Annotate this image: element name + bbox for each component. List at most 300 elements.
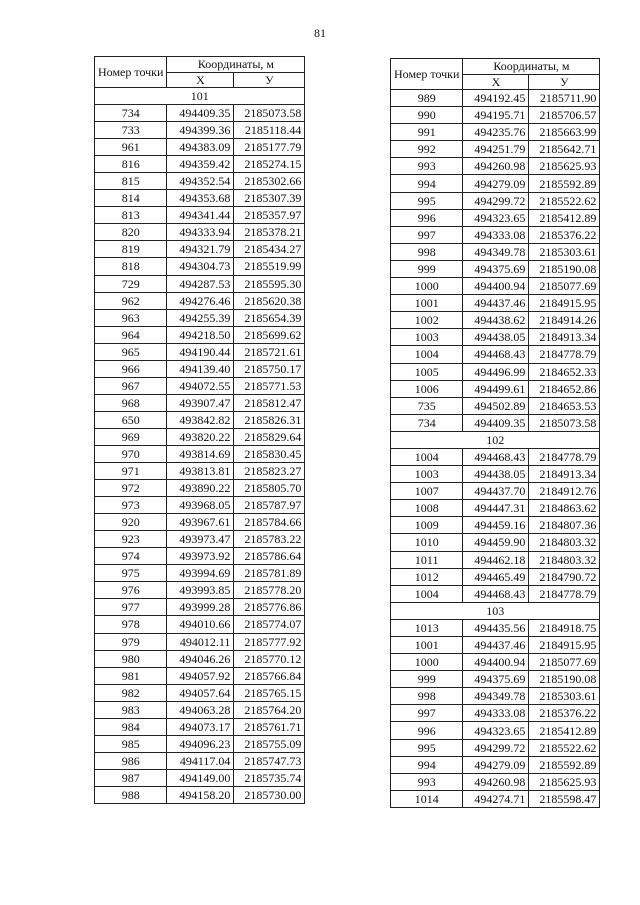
point-number-cell: 1012 — [391, 568, 463, 585]
table-row — [391, 448, 600, 465]
point-number-cell: 983 — [95, 701, 167, 718]
point-number-cell: 962 — [95, 292, 167, 309]
y-coordinate-cell: 2184914.26 — [529, 312, 600, 329]
table-row — [391, 551, 600, 568]
table-row — [391, 363, 600, 380]
table-row — [95, 309, 305, 326]
y-coordinate-cell: 2184807.36 — [529, 517, 600, 534]
x-coordinate-cell: 494383.09 — [167, 139, 234, 156]
y-coordinate-cell: 2185412.89 — [529, 209, 600, 226]
x-coordinate-cell: 493993.85 — [167, 582, 234, 599]
table-row — [391, 192, 600, 209]
x-coordinate-cell: 494459.16 — [463, 517, 529, 534]
x-coordinate-cell: 494341.44 — [167, 207, 234, 224]
point-number-cell: 1008 — [391, 500, 463, 517]
y-coordinate-cell: 2185522.62 — [529, 739, 600, 756]
table-row — [95, 480, 305, 497]
x-coordinate-cell: 494323.65 — [463, 209, 529, 226]
section-label: 103 — [391, 602, 600, 619]
y-coordinate-cell: 2185771.53 — [234, 377, 305, 394]
point-number-cell: 820 — [95, 224, 167, 241]
y-coordinate-cell: 2185784.66 — [234, 514, 305, 531]
table-row — [391, 243, 600, 260]
point-number-cell: 971 — [95, 463, 167, 480]
x-coordinate-cell: 494299.72 — [463, 192, 529, 209]
x-coordinate-cell: 494409.35 — [463, 414, 529, 431]
x-coordinate-cell: 494499.61 — [463, 380, 529, 397]
table-row — [391, 688, 600, 705]
x-coordinate-cell: 494437.46 — [463, 637, 529, 654]
point-number-cell: 815 — [95, 173, 167, 190]
point-number-cell: 978 — [95, 616, 167, 633]
table-row — [95, 616, 305, 633]
x-coordinate-cell: 494274.71 — [463, 790, 529, 807]
x-coordinate-cell: 494287.53 — [167, 275, 234, 292]
y-coordinate-cell: 2185783.22 — [234, 531, 305, 548]
table-row — [391, 295, 600, 312]
table-row — [95, 122, 305, 139]
table-row — [391, 107, 600, 124]
x-coordinate-cell: 494323.65 — [463, 722, 529, 739]
y-coordinate-cell: 2185625.93 — [529, 773, 600, 790]
point-number-cell: 982 — [95, 684, 167, 701]
header-point-number: Номер точки — [95, 57, 167, 88]
point-number-cell: 986 — [95, 752, 167, 769]
y-coordinate-cell: 2185519.99 — [234, 258, 305, 275]
y-coordinate-cell: 2184652.86 — [529, 380, 600, 397]
point-number-cell: 996 — [391, 209, 463, 226]
header-coordinates: Координаты, м — [167, 57, 305, 73]
y-coordinate-cell: 2184803.32 — [529, 534, 600, 551]
y-coordinate-cell: 2185786.64 — [234, 548, 305, 565]
point-number-cell: 997 — [391, 226, 463, 243]
y-coordinate-cell: 2185829.64 — [234, 428, 305, 445]
table-row — [95, 343, 305, 360]
point-number-cell: 984 — [95, 718, 167, 735]
x-coordinate-cell: 494260.98 — [463, 773, 529, 790]
page-number: 81 — [314, 26, 326, 40]
x-coordinate-cell: 493967.61 — [167, 514, 234, 531]
table-row — [95, 190, 305, 207]
table-row — [391, 568, 600, 585]
point-number-cell: 999 — [391, 260, 463, 277]
table-row — [391, 705, 600, 722]
table-row — [95, 752, 305, 769]
table-row — [391, 671, 600, 688]
y-coordinate-cell: 2185077.69 — [529, 278, 600, 295]
x-coordinate-cell: 493968.05 — [167, 497, 234, 514]
y-coordinate-cell: 2185730.00 — [234, 786, 305, 803]
table-row — [391, 380, 600, 397]
x-coordinate-cell: 494299.72 — [463, 739, 529, 756]
y-coordinate-cell: 2184778.79 — [529, 346, 600, 363]
table-row — [95, 156, 305, 173]
x-coordinate-cell: 494400.94 — [463, 654, 529, 671]
x-coordinate-cell: 494010.66 — [167, 616, 234, 633]
x-coordinate-cell: 493813.81 — [167, 463, 234, 480]
point-number-cell: 1004 — [391, 585, 463, 602]
point-number-cell: 816 — [95, 156, 167, 173]
x-coordinate-cell: 494333.08 — [463, 705, 529, 722]
point-number-cell: 813 — [95, 207, 167, 224]
y-coordinate-cell: 2185303.61 — [529, 243, 600, 260]
x-coordinate-cell: 494375.69 — [463, 671, 529, 688]
header-x: Х — [167, 72, 234, 88]
table-row — [95, 394, 305, 411]
header-y: У — [234, 72, 305, 88]
point-number-cell: 997 — [391, 705, 463, 722]
point-number-cell: 1004 — [391, 448, 463, 465]
point-number-cell: 1013 — [391, 619, 463, 636]
point-number-cell: 979 — [95, 633, 167, 650]
point-number-cell: 985 — [95, 735, 167, 752]
y-coordinate-cell: 2185357.97 — [234, 207, 305, 224]
y-coordinate-cell: 2184790.72 — [529, 568, 600, 585]
point-number-cell: 977 — [95, 599, 167, 616]
header-y: У — [529, 74, 600, 90]
point-number-cell: 729 — [95, 275, 167, 292]
x-coordinate-cell: 493842.82 — [167, 411, 234, 428]
table-row — [391, 158, 600, 175]
y-coordinate-cell: 2185761.71 — [234, 718, 305, 735]
x-coordinate-cell: 493820.22 — [167, 428, 234, 445]
table-row — [391, 500, 600, 517]
y-coordinate-cell: 2185776.86 — [234, 599, 305, 616]
table-row — [391, 466, 600, 483]
point-number-cell: 976 — [95, 582, 167, 599]
point-number-cell: 733 — [95, 122, 167, 139]
x-coordinate-cell: 494149.00 — [167, 769, 234, 786]
point-number-cell: 980 — [95, 650, 167, 667]
header-x: Х — [463, 74, 529, 90]
x-coordinate-cell: 493973.47 — [167, 531, 234, 548]
y-coordinate-cell: 2185376.22 — [529, 226, 600, 243]
y-coordinate-cell: 2184912.76 — [529, 483, 600, 500]
point-number-cell: 992 — [391, 141, 463, 158]
y-coordinate-cell: 2185598.47 — [529, 790, 600, 807]
x-coordinate-cell: 494438.05 — [463, 466, 529, 483]
point-number-cell: 995 — [391, 739, 463, 756]
y-coordinate-cell: 2185190.08 — [529, 671, 600, 688]
table-row — [95, 735, 305, 752]
x-coordinate-cell: 494496.99 — [463, 363, 529, 380]
y-coordinate-cell: 2185706.57 — [529, 107, 600, 124]
point-number-cell: 974 — [95, 548, 167, 565]
table-row — [391, 637, 600, 654]
y-coordinate-cell: 2185625.93 — [529, 158, 600, 175]
point-number-cell: 1004 — [391, 346, 463, 363]
x-coordinate-cell: 493814.69 — [167, 445, 234, 462]
table-row — [391, 124, 600, 141]
y-coordinate-cell: 2185620.38 — [234, 292, 305, 309]
table-row — [391, 141, 600, 158]
y-coordinate-cell: 2185721.61 — [234, 343, 305, 360]
table-row — [391, 534, 600, 551]
y-coordinate-cell: 2185765.15 — [234, 684, 305, 701]
y-coordinate-cell: 2184915.95 — [529, 637, 600, 654]
table-row — [391, 790, 600, 807]
coordinates-table-left — [94, 56, 305, 804]
y-coordinate-cell: 2185434.27 — [234, 241, 305, 258]
table-row — [95, 463, 305, 480]
point-number-cell: 819 — [95, 241, 167, 258]
table-row — [391, 517, 600, 534]
header-point-number: Номер точки — [391, 59, 463, 90]
point-number-cell: 963 — [95, 309, 167, 326]
table-row — [391, 90, 600, 107]
point-number-cell: 969 — [95, 428, 167, 445]
point-number-cell: 990 — [391, 107, 463, 124]
section-label: 102 — [391, 431, 600, 448]
x-coordinate-cell: 494063.28 — [167, 701, 234, 718]
y-coordinate-cell: 2184918.75 — [529, 619, 600, 636]
point-number-cell: 1005 — [391, 363, 463, 380]
section-row — [391, 431, 600, 448]
x-coordinate-cell: 494438.62 — [463, 312, 529, 329]
y-coordinate-cell: 2185781.89 — [234, 565, 305, 582]
y-coordinate-cell: 2185747.73 — [234, 752, 305, 769]
point-number-cell: 920 — [95, 514, 167, 531]
x-coordinate-cell: 494304.73 — [167, 258, 234, 275]
point-number-cell: 1003 — [391, 466, 463, 483]
x-coordinate-cell: 494437.70 — [463, 483, 529, 500]
x-coordinate-cell: 494117.04 — [167, 752, 234, 769]
point-number-cell: 988 — [95, 786, 167, 803]
x-coordinate-cell: 494468.43 — [463, 585, 529, 602]
table-row — [95, 786, 305, 803]
y-coordinate-cell: 2185750.17 — [234, 360, 305, 377]
table-row — [95, 548, 305, 565]
table-row — [95, 105, 305, 122]
point-number-cell: 966 — [95, 360, 167, 377]
y-coordinate-cell: 2185830.45 — [234, 445, 305, 462]
y-coordinate-cell: 2185177.79 — [234, 139, 305, 156]
x-coordinate-cell: 494321.79 — [167, 241, 234, 258]
point-number-cell: 998 — [391, 688, 463, 705]
table-row — [391, 773, 600, 790]
x-coordinate-cell: 494333.94 — [167, 224, 234, 241]
x-coordinate-cell: 494375.69 — [463, 260, 529, 277]
point-number-cell: 1003 — [391, 329, 463, 346]
y-coordinate-cell: 2184863.62 — [529, 500, 600, 517]
point-number-cell: 961 — [95, 139, 167, 156]
y-coordinate-cell: 2185699.62 — [234, 326, 305, 343]
point-number-cell: 975 — [95, 565, 167, 582]
x-coordinate-cell: 494438.05 — [463, 329, 529, 346]
point-number-cell: 1001 — [391, 637, 463, 654]
y-coordinate-cell: 2185307.39 — [234, 190, 305, 207]
x-coordinate-cell: 493890.22 — [167, 480, 234, 497]
y-coordinate-cell: 2185787.97 — [234, 497, 305, 514]
table-row — [95, 599, 305, 616]
x-coordinate-cell: 494468.43 — [463, 448, 529, 465]
y-coordinate-cell: 2184778.79 — [529, 585, 600, 602]
x-coordinate-cell: 493994.69 — [167, 565, 234, 582]
x-coordinate-cell: 494139.40 — [167, 360, 234, 377]
x-coordinate-cell: 494276.46 — [167, 292, 234, 309]
y-coordinate-cell: 2185766.84 — [234, 667, 305, 684]
y-coordinate-cell: 2185522.62 — [529, 192, 600, 209]
y-coordinate-cell: 2184915.95 — [529, 295, 600, 312]
y-coordinate-cell: 2185711.90 — [529, 90, 600, 107]
coordinates-table-right — [390, 58, 600, 808]
point-number-cell: 968 — [95, 394, 167, 411]
y-coordinate-cell: 2185412.89 — [529, 722, 600, 739]
x-coordinate-cell: 494333.08 — [463, 226, 529, 243]
y-coordinate-cell: 2185592.89 — [529, 756, 600, 773]
y-coordinate-cell: 2184653.53 — [529, 397, 600, 414]
section-label: 101 — [95, 88, 305, 105]
x-coordinate-cell: 494447.31 — [463, 500, 529, 517]
point-number-cell: 993 — [391, 773, 463, 790]
point-number-cell: 964 — [95, 326, 167, 343]
x-coordinate-cell: 494353.68 — [167, 190, 234, 207]
y-coordinate-cell: 2185274.15 — [234, 156, 305, 173]
table-row — [95, 173, 305, 190]
table-row — [95, 445, 305, 462]
x-coordinate-cell: 494260.98 — [463, 158, 529, 175]
table-row — [391, 585, 600, 602]
x-coordinate-cell: 494158.20 — [167, 786, 234, 803]
point-number-cell: 1011 — [391, 551, 463, 568]
x-coordinate-cell: 493907.47 — [167, 394, 234, 411]
point-number-cell: 996 — [391, 722, 463, 739]
table-row — [95, 565, 305, 582]
y-coordinate-cell: 2185735.74 — [234, 769, 305, 786]
point-number-cell: 735 — [391, 397, 463, 414]
table-row — [95, 667, 305, 684]
point-number-cell: 1007 — [391, 483, 463, 500]
table-row — [391, 397, 600, 414]
point-number-cell: 814 — [95, 190, 167, 207]
point-number-cell: 981 — [95, 667, 167, 684]
point-number-cell: 994 — [391, 175, 463, 192]
x-coordinate-cell: 494072.55 — [167, 377, 234, 394]
table-row — [391, 722, 600, 739]
y-coordinate-cell: 2185190.08 — [529, 260, 600, 277]
table-row — [391, 414, 600, 431]
table-row — [95, 514, 305, 531]
table-row — [391, 175, 600, 192]
table-row — [391, 226, 600, 243]
table-row — [391, 739, 600, 756]
y-coordinate-cell: 2185663.99 — [529, 124, 600, 141]
y-coordinate-cell: 2185805.70 — [234, 480, 305, 497]
point-number-cell: 1002 — [391, 312, 463, 329]
point-number-cell: 994 — [391, 756, 463, 773]
x-coordinate-cell: 494279.09 — [463, 175, 529, 192]
point-number-cell: 1009 — [391, 517, 463, 534]
x-coordinate-cell: 494096.23 — [167, 735, 234, 752]
point-number-cell: 1006 — [391, 380, 463, 397]
x-coordinate-cell: 494190.44 — [167, 343, 234, 360]
point-number-cell: 818 — [95, 258, 167, 275]
table-row — [95, 326, 305, 343]
x-coordinate-cell: 494218.50 — [167, 326, 234, 343]
table-row — [95, 411, 305, 428]
y-coordinate-cell: 2184803.32 — [529, 551, 600, 568]
x-coordinate-cell: 494409.35 — [167, 105, 234, 122]
table-row — [391, 483, 600, 500]
table-row — [391, 278, 600, 295]
point-number-cell: 734 — [391, 414, 463, 431]
x-coordinate-cell: 493973.92 — [167, 548, 234, 565]
table-row — [95, 650, 305, 667]
point-number-cell: 972 — [95, 480, 167, 497]
point-number-cell: 965 — [95, 343, 167, 360]
table-row — [391, 329, 600, 346]
x-coordinate-cell: 494057.64 — [167, 684, 234, 701]
x-coordinate-cell: 494057.92 — [167, 667, 234, 684]
x-coordinate-cell: 494073.17 — [167, 718, 234, 735]
table-row — [95, 428, 305, 445]
x-coordinate-cell: 494195.71 — [463, 107, 529, 124]
table-row — [391, 209, 600, 226]
point-number-cell: 650 — [95, 411, 167, 428]
y-coordinate-cell: 2184913.34 — [529, 466, 600, 483]
x-coordinate-cell: 494468.43 — [463, 346, 529, 363]
table-row — [391, 756, 600, 773]
y-coordinate-cell: 2185118.44 — [234, 122, 305, 139]
table-row — [391, 619, 600, 636]
table-row — [95, 718, 305, 735]
x-coordinate-cell: 494279.09 — [463, 756, 529, 773]
point-number-cell: 1014 — [391, 790, 463, 807]
table-row — [95, 275, 305, 292]
x-coordinate-cell: 494435.56 — [463, 619, 529, 636]
y-coordinate-cell: 2185642.71 — [529, 141, 600, 158]
point-number-cell: 993 — [391, 158, 463, 175]
point-number-cell: 1001 — [391, 295, 463, 312]
y-coordinate-cell: 2185302.66 — [234, 173, 305, 190]
table-row — [95, 139, 305, 156]
x-coordinate-cell: 494192.45 — [463, 90, 529, 107]
y-coordinate-cell: 2185303.61 — [529, 688, 600, 705]
table-row — [95, 241, 305, 258]
y-coordinate-cell: 2185654.39 — [234, 309, 305, 326]
x-coordinate-cell: 494352.54 — [167, 173, 234, 190]
x-coordinate-cell: 494349.78 — [463, 688, 529, 705]
y-coordinate-cell: 2185812.47 — [234, 394, 305, 411]
y-coordinate-cell: 2185595.30 — [234, 275, 305, 292]
point-number-cell: 1000 — [391, 278, 463, 295]
table-row — [95, 258, 305, 275]
table-row — [95, 684, 305, 701]
table-row — [95, 531, 305, 548]
point-number-cell: 1010 — [391, 534, 463, 551]
point-number-cell: 973 — [95, 497, 167, 514]
y-coordinate-cell: 2185592.89 — [529, 175, 600, 192]
table-row — [391, 312, 600, 329]
x-coordinate-cell: 494046.26 — [167, 650, 234, 667]
x-coordinate-cell: 494462.18 — [463, 551, 529, 568]
table-row — [95, 633, 305, 650]
table-row — [95, 582, 305, 599]
point-number-cell: 967 — [95, 377, 167, 394]
section-row — [95, 88, 305, 105]
point-number-cell: 989 — [391, 90, 463, 107]
table-row — [391, 346, 600, 363]
y-coordinate-cell: 2185077.69 — [529, 654, 600, 671]
x-coordinate-cell: 494400.94 — [463, 278, 529, 295]
y-coordinate-cell: 2184778.79 — [529, 448, 600, 465]
x-coordinate-cell: 494255.39 — [167, 309, 234, 326]
table-row — [95, 224, 305, 241]
table-row — [95, 497, 305, 514]
x-coordinate-cell: 494235.76 — [463, 124, 529, 141]
table-row — [391, 654, 600, 671]
y-coordinate-cell: 2185073.58 — [234, 105, 305, 122]
